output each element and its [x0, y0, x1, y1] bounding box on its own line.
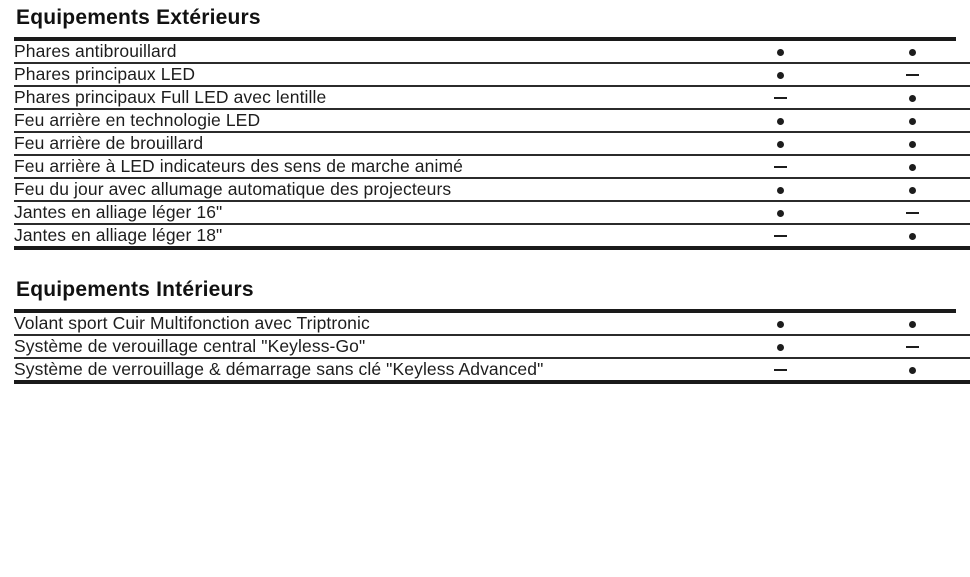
availability-dash-icon: [774, 97, 787, 99]
availability-dot-icon: [777, 344, 784, 351]
feature-availability-col1: [714, 64, 846, 85]
availability-dot-icon: [909, 95, 916, 102]
feature-table: [14, 41, 970, 250]
table-row: [14, 179, 970, 200]
availability-dot-icon: [909, 187, 916, 194]
feature-availability-col2: [846, 359, 970, 380]
feature-availability-col2: [846, 202, 970, 223]
feature-availability-col2: [846, 133, 970, 154]
availability-dash-icon: [906, 212, 919, 214]
feature-label: Jantes en alliage léger 18": [14, 225, 223, 245]
availability-dot-icon: [909, 321, 916, 328]
feature-availability-col1: [714, 225, 846, 246]
feature-availability-col2: [846, 313, 970, 334]
availability-dot-icon: [777, 141, 784, 148]
feature-availability-col1: [714, 202, 846, 223]
availability-dash-icon: [906, 74, 919, 76]
availability-dot-icon: [909, 49, 916, 56]
table-row: [14, 225, 970, 246]
feature-table: [14, 313, 970, 384]
feature-availability-col1: [714, 156, 846, 177]
section-title: Equipements Intérieurs: [16, 278, 254, 301]
feature-availability-col2: [846, 156, 970, 177]
feature-label: Feu arrière en technologie LED: [14, 110, 261, 130]
feature-label: Phares antibrouillard: [14, 41, 177, 61]
availability-dot-icon: [909, 164, 916, 171]
feature-availability-col2: [846, 336, 970, 357]
spec-section: [14, 272, 956, 384]
table-row: [14, 133, 970, 154]
table-row: [14, 110, 970, 131]
section-title: Equipements Extérieurs: [16, 6, 261, 29]
table-row: [14, 87, 970, 108]
table-row: [14, 41, 970, 62]
feature-label: Feu du jour avec allumage automatique des projecteurs: [14, 179, 452, 199]
availability-dot-icon: [909, 367, 916, 374]
table-row: [14, 156, 970, 177]
feature-label: Feu arrière à LED indicateurs des sens de marche animé: [14, 156, 463, 176]
availability-dot-icon: [777, 118, 784, 125]
feature-availability-col2: [846, 87, 970, 108]
feature-availability-col2: [846, 110, 970, 131]
feature-label: Volant sport Cuir Multifonction avec Triptronic: [14, 313, 370, 333]
feature-label: Phares principaux Full LED avec lentille: [14, 87, 327, 107]
feature-availability-col1: [714, 41, 846, 62]
table-row: [14, 202, 970, 223]
feature-availability-col2: [846, 64, 970, 85]
availability-dot-icon: [909, 233, 916, 240]
feature-availability-col1: [714, 133, 846, 154]
availability-dash-icon: [774, 235, 787, 237]
availability-dash-icon: [906, 346, 919, 348]
availability-dot-icon: [909, 141, 916, 148]
availability-dot-icon: [777, 49, 784, 56]
availability-dot-icon: [777, 321, 784, 328]
availability-dot-icon: [777, 187, 784, 194]
availability-dot-icon: [777, 72, 784, 79]
availability-dash-icon: [774, 369, 787, 371]
feature-label: Système de verouillage central "Keyless-Go": [14, 336, 366, 356]
feature-availability-col1: [714, 110, 846, 131]
feature-availability-col1: [714, 179, 846, 200]
availability-dash-icon: [774, 166, 787, 168]
feature-availability-col2: [846, 179, 970, 200]
feature-label: Jantes en alliage léger 16": [14, 202, 223, 222]
section-spacer: [14, 250, 956, 272]
feature-label: Système de verrouillage & démarrage sans clé "Keyless Advanced": [14, 359, 544, 379]
feature-label: Phares principaux LED: [14, 64, 196, 84]
spec-section: [14, 0, 956, 250]
table-row: [14, 359, 970, 380]
availability-dot-icon: [909, 118, 916, 125]
feature-availability-col1: [714, 87, 846, 108]
feature-label: Feu arrière de brouillard: [14, 133, 204, 153]
table-row: [14, 64, 970, 85]
feature-availability-col1: [714, 313, 846, 334]
table-row: [14, 336, 970, 357]
feature-availability-col1: [714, 336, 846, 357]
row-divider: [14, 380, 970, 384]
feature-availability-col1: [714, 359, 846, 380]
table-row: [14, 313, 970, 334]
feature-availability-col2: [846, 225, 970, 246]
feature-availability-col2: [846, 41, 970, 62]
availability-dot-icon: [777, 210, 784, 217]
